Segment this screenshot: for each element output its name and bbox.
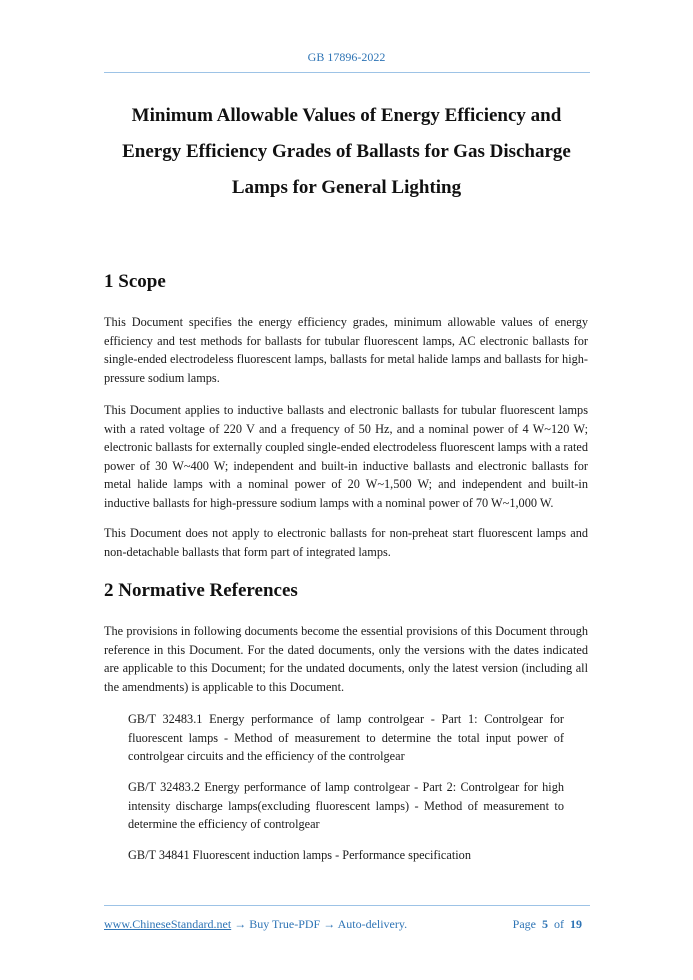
scope-paragraph-1: This Document specifies the energy efficiency grades, minimum allowable values of energy efficiency and test methods for ballasts for tubular fluorescent lamps, AC electronic ballasts for single-ended electrodeless fluorescent lamps, ballasts for metal halide lamps and ballasts for high-pressure sodium lamps. [104, 315, 588, 385]
scope-paragraph-3: This Document does not apply to electronic ballasts for non-preheat start fluorescent lamps and non-detachable ballasts that form part of integrated lamps. [104, 526, 588, 559]
scope-paragraph-2-wrap [104, 401, 588, 513]
scope-paragraph-2: This Document applies to inductive ballasts and electronic ballasts for tubular fluorescent lamps with a rated voltage of 220 V and a frequency of 50 Hz, and a nominal power of 4 W~120 W; electronic ballasts for externally coupled single-ended electrodeless fluorescent lamps with a rated power of 30 W~400 W; independent and built-in inductive ballasts and electronic ballasts for metal halide lamps with a nominal power of 20 W~1,500 W; and independent and built-in inductive ballasts for high-pressure sodium lamps with a nominal power of 70 W~1,000 W. [104, 403, 588, 510]
chinesestandard-link[interactable]: www.ChineseStandard.net [104, 917, 232, 931]
page-indicator [513, 917, 582, 932]
document-title [100, 98, 593, 206]
footer-divider [104, 905, 590, 906]
scope-paragraph-3-wrap [104, 524, 588, 561]
reference-item: GB/T 32483.1 Energy performance of lamp controlgear - Part 1: Controlgear for fluorescent lamps - Method of measurement to determine the total input power of controlgear circuits and the efficiency of the controlgear [128, 712, 564, 764]
title-line-3: Lamps for General Lighting [231, 177, 462, 198]
running-header: GB 17896-2022 [307, 50, 386, 64]
title-line-1: Minimum Allowable Values of Energy Efficiency and [131, 105, 562, 126]
reference-item: GB/T 32483.2 Energy performance of lamp controlgear - Part 2: Controlgear for high intensity discharge lamps(excluding fluorescent lamps) - Method of measurement to determine the efficiency of controlgear [128, 780, 564, 832]
title-line-2: Energy Efficiency Grades of Ballasts for Gas Discharge [122, 141, 571, 162]
references-intro-wrap [104, 622, 588, 696]
section-normative-references [104, 579, 588, 603]
scope-paragraph-1-wrap [104, 313, 588, 387]
references-intro-paragraph: The provisions in following documents become the essential provisions of this Document through reference in this Document. For the dated documents, only the versions with the dates indicated are applicable to this Document; for the undated documents, only the latest version (including all the amendments) is applicable to this Document. [104, 624, 588, 694]
section-heading-normative-references: 2 Normative References [104, 580, 298, 601]
page-current: 5 [542, 917, 548, 931]
footer-tagline: → Buy True-PDF → Auto-delivery. [231, 917, 408, 931]
reference-item-1-wrap [104, 710, 564, 766]
page-footer [104, 917, 588, 932]
section-heading-scope: 1 Scope [104, 271, 166, 292]
page-total: 19 [570, 917, 582, 931]
reference-item-2-wrap [104, 778, 564, 834]
page-of-label: of [554, 917, 564, 931]
section-scope [104, 270, 588, 294]
reference-item-3-wrap [104, 846, 564, 865]
page-label: Page [512, 917, 536, 931]
header-divider [104, 72, 590, 73]
reference-item: GB/T 34841 Fluorescent induction lamps - Performance specification [128, 848, 471, 862]
